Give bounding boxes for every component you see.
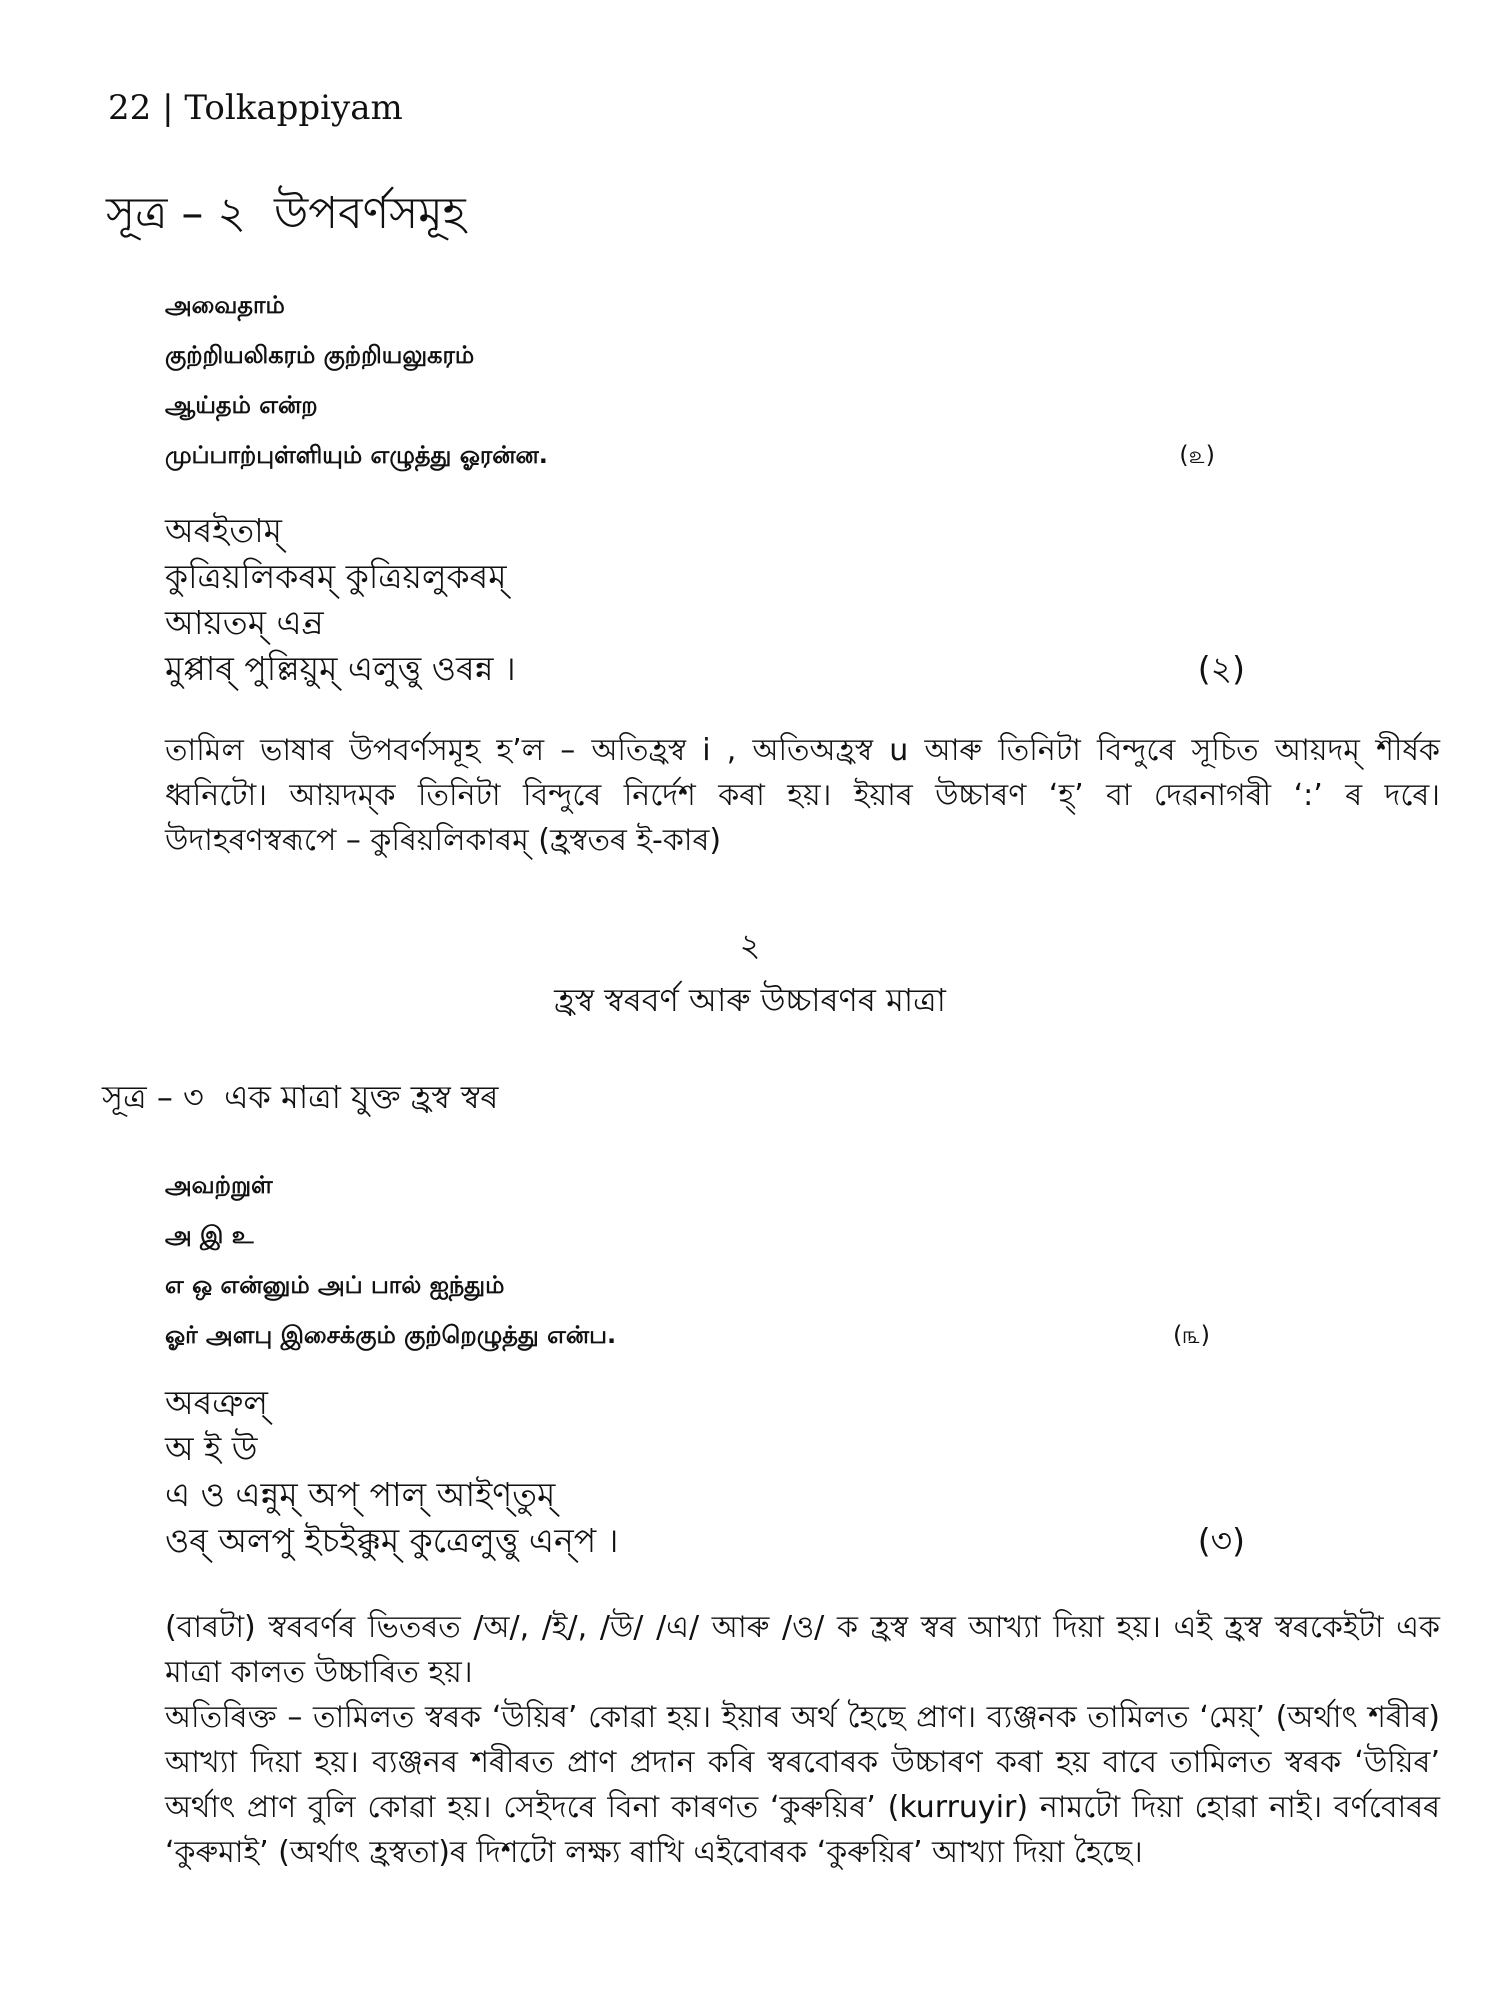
translit-line: অৰত্ৰুল্	[165, 1383, 268, 1422]
sutra-2-explanation: তামিল ভাষাৰ উপবৰ্ণসমূহ হ’ল – অতিহ্ৰস্ব i , অতিঅহ্ৰস্ব u আৰু তিনিটা বিন্দুৰে সূচিত আয়দম্ শীৰ্ষক ধ্বনিটো। আয়দম্‌ক তিনিটা বিন্দুৰে নিৰ্দেশ কৰা হয়। ইয়াৰ উচ্চাৰণ ‘হ্’ বা দেৱনাগৰী ‘:’ ৰ দৰে। উদাহৰণস্বৰূপে – কুৰিয়লিকাৰম্ (হ্ৰস্বতৰ ই-কাৰ)	[165, 733, 1440, 858]
page-number: 22	[108, 88, 152, 128]
sutra-3-transliteration	[165, 1380, 1245, 1564]
translit-verse-number: (২)	[1197, 649, 1245, 688]
chapter-title: হ্ৰস্ব স্বৰবৰ্ণ আৰু উচ্চাৰণৰ মাত্ৰা	[554, 981, 946, 1019]
translit-verse-number: (৩)	[1197, 1521, 1245, 1560]
translit-line: কুত্ৰিয়লিকৰম্ কুত্ৰিয়লুকৰম্	[165, 557, 507, 596]
chapter-number: ২	[739, 926, 761, 964]
translit-line: ওৰ্ অলপু ইচইক্কুম্ কুত্ৰেলুত্তু এন্প । (৩)	[165, 1518, 1240, 1564]
book-title: Tolkappiyam	[184, 88, 403, 128]
tamil-line: முப்பாற்புள்ளியும் எழுத்து ஓரன்ன. (௨)	[165, 430, 1240, 480]
translit-line: অৰইতাম্	[165, 511, 282, 550]
tamil-line: ஆய்தம் என்ற	[165, 391, 318, 419]
sutra-3-heading: সূত্ৰ – ৩ এক মাত্ৰা যুক্ত হ্ৰস্ব স্বৰ	[102, 1078, 499, 1116]
translit-line: অ ই উ	[165, 1429, 258, 1468]
paragraph: অতিৰিক্ত – তামিলত স্বৰক ‘উয়িৰ’ কোৱা হয়। ইয়াৰ অৰ্থ হৈছে প্ৰাণ। ব্যঞ্জনক তামিলত ‘মেয়্’ (অৰ্থাৎ শৰীৰ) আখ্যা দিয়া হয়। ব্যঞ্জনৰ শৰীৰত প্ৰাণ প্ৰদান কৰি স্বৰবোৰক উচ্চাৰণ কৰা হয় বাবে তামিলত স্বৰক ‘উয়িৰ’ অৰ্থাৎ প্ৰাণ বুলি কোৱা হয়। সেইদৰে বিনা কাৰণত ‘কুৰুয়িৰ’ (kurruyir) নামটো দিয়া হোৱা নাই। বৰ্ণবোৰৰ ‘কুৰুমাই’ (অৰ্থাৎ হ্ৰস্বতা)ৰ দিশটো লক্ষ্য ৰাখি এইবোৰক ‘কুৰুয়িৰ’ আখ্যা দিয়া হৈছে।	[165, 1700, 1440, 1870]
translit-line: মুপ্পাৰ্ পুল্লিয়ুম্ এলুত্তু ওৰন্ন । (২)	[165, 646, 1240, 692]
tamil-line: எ ஒ என்னும் அப் பால் ஐந்தும்	[165, 1271, 505, 1299]
sutra-2-tamil-verse	[165, 280, 1240, 480]
tamil-verse-number: (௩)	[1172, 1321, 1210, 1349]
header-separator: |	[162, 88, 174, 128]
tamil-line: அவற்றுள்	[165, 1171, 273, 1199]
tamil-line: அ இ உ	[165, 1221, 254, 1249]
tamil-line: ஓர் அளபு இசைக்கும் குற்றெழுத்து என்ப. (௩)	[165, 1310, 1240, 1360]
translit-line: আয়তম্ এন্ৰ	[165, 603, 324, 642]
tamil-line: அவைதாம்	[165, 291, 285, 319]
paragraph: (বাৰটা) স্বৰবৰ্ণৰ ভিতৰত /অ/, /ই/, /উ/ /এ/ আৰু /ও/ ক হ্ৰস্ব স্বৰ আখ্যা দিয়া হয়। এই হ্ৰস্ব স্বৰকেইটা এক মাত্ৰা কালত উচ্চাৰিত হয়।	[165, 1610, 1440, 1690]
sutra-2-heading: সূত্ৰ – ২ উপবৰ্ণসমূহ	[106, 188, 466, 239]
running-header	[108, 88, 403, 128]
sutra-3-tamil-verse	[165, 1160, 1240, 1360]
sutra-3-explanation	[165, 1605, 1440, 1875]
tamil-line: குற்றியலிகரம் குற்றியலுகரம்	[165, 341, 475, 369]
tamil-verse-number: (௨)	[1179, 441, 1215, 469]
translit-line: এ ও এন্নুম্ অপ্ পাল্ আইণ্তুম্	[165, 1475, 556, 1514]
sutra-2-transliteration	[165, 508, 1245, 692]
